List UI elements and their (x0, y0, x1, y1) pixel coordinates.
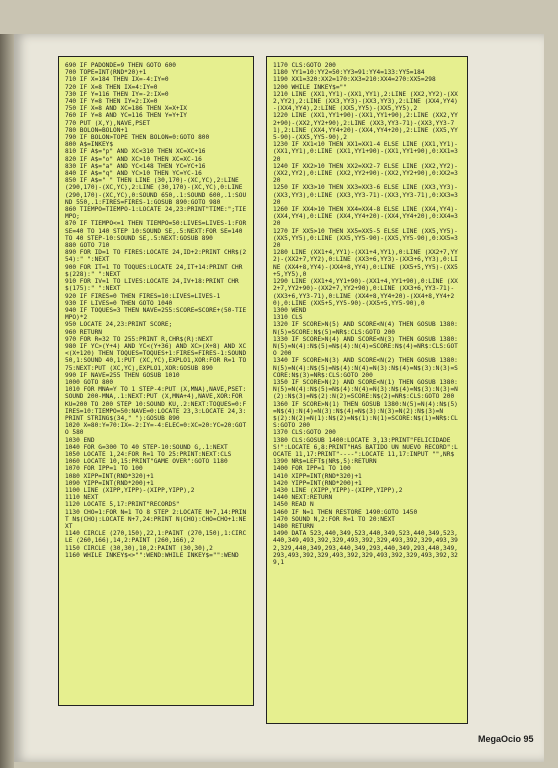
code-line: 1060 LOCATE 10,15:PRINT"GAME OVER":GOTO 1180 (65, 458, 228, 466)
code-line: 970 FOR R=32 TO 255:PRINT R,CHR$(R):NEXT (65, 335, 213, 343)
code-line: 1120 LOCATE 5,17:PRINT"RECORDS" (65, 501, 180, 509)
code-line: 1170 CLS:GOTO 200 (273, 62, 336, 69)
code-line: 690 IF PADONDE=9 THEN GOTO 600 (65, 62, 176, 69)
code-line: 1430 LINE (XIPP,YIPP)-(XIPP,YIPP),2 (273, 486, 403, 494)
code-line: 710 IF X=184 THEN IX=-4:IY=0 (65, 76, 169, 84)
code-line: 1160 WHILE INKEY$<>"":WEND:WHILE INKEY$="":WEND (65, 551, 239, 559)
code-line: 1260 IF XX4>10 THEN XX4=XX4-8 ELSE LINE (XX4,YY4)-(XX4,YY4),0:LINE (XX4,YY4+20)-(XX4,YY4+20),0:XX4=320 (273, 206, 458, 228)
code-line: 1140 CIRCLE (270,150),22,1:PAINT (270,150),1:CIRCLE (260,166),14,2:PAINT (260,166),2 (65, 530, 247, 545)
code-line: 920 IF FIRES=0 THEN FIRES=10:LIVES=LIVES-1 (65, 292, 221, 300)
code-line: 1250 IF XX3>10 THEN XX3=XX3-6 ELSE LINE (XX3,YY3)-(XX3,YY3),0:LINE (XX3,YY3-71)-(XX3,YY3-71),0:XX3=320 (273, 184, 458, 206)
code-line: 1410 XIPP=INT(RND*320)+1 (273, 472, 362, 480)
code-line: 1030 END (65, 436, 95, 444)
code-line: 730 IF Y=116 THEN IY=-2:IX=0 (65, 90, 169, 98)
code-line: 1270 IF XX5>10 THEN XX5=XX5-5 ELSE LINE (XX5,YY5)-(XX5,YY5),0:LINE (XX5,YY5-90)-(XX5,YY5-90),0:XX5=320 (273, 227, 458, 250)
code-line: 790 IF BOLON>TOPE THEN BOLON=0:GOTO 800 (65, 134, 210, 142)
code-line: 950 LOCATE 24,23:PRINT SCORE; (65, 321, 173, 329)
code-line: 1050 LOCATE 1,24:FOR R=1 TO 25:PRINT:NEXT:CLS (65, 450, 232, 458)
listing-column-right (266, 56, 468, 724)
code-line: 1450 READ N (273, 501, 314, 509)
code-line: 1490 DATA 523,440,349,523,440,349,523,440,349,523,440,349,493,392,329,493,392,329,493,392,329,493,392,329,440,349,293,440,349,293,440,349,293,440,349,293,493,392,329,493,392,329,493,392,329,493,392,329,1 (273, 530, 458, 567)
code-line: 940 IF TOQUES=3 THEN NAVE=255:SCORE=SCORE+(50-TIEMPO)*2 (65, 306, 247, 322)
code-line: 1200 WHILE INKEY$="" (273, 83, 347, 91)
code-line: 850 IF A$=" " THEN LINE (30,170)-(XC,YC),2:LINE (290,170)-(XC,YC),2:LINE (30,170)-(XC,YC),0:LINE (290,170)-(XC,YC),0:SOUND 650,.1:SOUND 600,.1:SOUND 550,.1:FIRES=FIRES-1:GOSUB 890:GOTO 980 (65, 177, 247, 206)
code-line: 1470 SOUND N,2:FOR R=1 TO 20:NEXT (273, 515, 396, 523)
code-line: 1320 IF SCORE>N(5) AND SCORE<N(4) THEN GOSUB 1380:N(5)=SCORE:N$(5)=NR$:CLS:GOTO 200 (273, 321, 458, 336)
code-line: 840 IF A$="q" AND YC>10 THEN YC=YC-16 (65, 170, 202, 178)
code-line: 1190 XX1=320:XX2=170:XX3=210:XX4=270:XX5=298 (273, 76, 436, 84)
code-line: 1360 IF SCORE>N(1) THEN GOSUB 1380:N(5)=N(4):N$(5)=N$(4):N(4)=N(3):N$(4)=N$(3):N(3)=N(2):N$(3)=N$(2):N(2)=N(1):N$(2)=N$(1):N(1)=SCORE:N$(1)=NR$:CLS:GOTO 200 (273, 400, 458, 430)
code-line: 1000 GOTO 800 (65, 378, 114, 386)
code-line: 1290 LINE (XX1+4,YY1+90)-(XX1+4,YY1+90),0:LINE (XX2+7,YY2+90)-(XX2+7,YY2+90),0:LINE (XX3+6,YY3-71)-(XX3+6,YY3-71),0:LINE (XX4+8,YY4+20)-(XX4+8,YY4+20),0:LINE (XX5+5,YY5-90)-(XX5+5,YY5-90),0 (273, 278, 458, 307)
code-line: 1180 YY1=10:YY2=50:YY3=91:YY4=133:YY5=184 (273, 69, 425, 77)
code-line: 870 IF TIEMPO<=1 THEN TIEMPO=50:LIVES=LIVES-1:FOR SE=40 TO 140 STEP 10:SOUND SE,.5:NEXT:FOR SE=140 TO 40 STEP-10:SOUND SE,.5:NEXT:GOSUB 890 (65, 220, 250, 242)
code-line: 800 A$=INKEY$ (65, 141, 114, 149)
code-line: 1460 IF N=1 THEN RESTORE 1490:GOTO 1450 (273, 508, 418, 516)
code-line: 1390 NR$=LEFT$(NR$,5):RETURN (273, 458, 377, 466)
code-line: 780 BOLON=BOLON+1 (65, 126, 128, 134)
code-line: 930 IF LIVES=0 THEN GOTO 1040 (65, 299, 173, 307)
code-line: 1340 IF SCORE>N(3) AND SCORE<N(2) THEN GOSUB 1380:N(5)=N(4):N$(5)=N$(4):N(4)=N(3):N$(4)=N$(3):N(3)=SCORE:N$(3)=NR$:CLS:GOTO 200 (273, 357, 458, 379)
code-line: 910 FOR IV=1 TO LIVES:LOCATE 24,IV+18:PRINT CHR$(175):" ":NEXT (65, 278, 239, 293)
code-line: 990 IF NAVE=255 THEN GOSUB 1010 (65, 371, 180, 379)
code-line: 1330 IF SCORE>N(4) AND SCORE<N(3) THEN GOSUB 1380:N(5)=N(4):N$(5)=N$(4):N(4)=SCORE:N$(4)=NR$:CLS:GOTO 200 (273, 335, 458, 358)
code-line: 1380 CLS:GOSUB 1400:LOCATE 3,13:PRINT"FELICIDADES!":LOCATE 6,8:PRINT"HAS BATIDO UN NUEVO RECORD":LOCATE 11,17:PRINT"----":LOCATE 11,17:INPUT "",NR$ (273, 436, 458, 458)
code-line: 1230 IF XX1<10 THEN XX1=XX1-4 ELSE LINE (XX1,YY1)-(XX1,YY1),0:LINE (XX1,YY1+90)-(XX1,YY1+90),0:XX1=320 (273, 141, 458, 163)
code-line: 1100 LINE (XIPP,YIPP)-(XIPP,YIPP),2 (65, 486, 195, 494)
code-line: 1110 NEXT (65, 494, 99, 502)
code-line: 1130 CHO=1:FOR N=1 TO 8 STEP 2:LOCATE N+7,14:PRINT N$(CHO):LOCATE N+7,24:PRINT N(CHO):CHO=CHO+1:NEXT (65, 508, 247, 530)
code-line: 1040 FOR G=300 TO 40 STEP-10:SOUND G,.1:NEXT (65, 443, 228, 451)
code-line: 1420 YIPP=INT(RND*200)+1 (273, 479, 362, 487)
code-line: 860 TIEMPO=TIEMPO-1:LOCATE 24,23:PRINT"TIME:";TIEMPO; (65, 206, 247, 221)
code-line: 830 IF A$="a" AND YC<148 THEN YC=YC+16 (65, 162, 206, 170)
code-line: 980 IF YC>(Y+4) AND YC<(Y+36) AND XC>(X+8) AND XC<(X+120) THEN TOQUES=TOQUES+1:FIRES=FIRES-1:SOUND 50,1:SOUND 40,1:PUT (XC,YC),EXPLO1,XOR:FOR R=1 TO 75:NEXT:PUT (XC,YC),EXPLO1,XOR:GOSUB 890 (65, 342, 250, 372)
code-line: 1080 XIPP=INT(RND*320)+1 (65, 472, 154, 480)
code-line: 760 IF Y=8 AND YC=116 THEN Y=Y+IY (65, 112, 188, 120)
code-line: 960 RETURN (65, 328, 102, 336)
code-line: 770 PUT (X,Y),NAVE,PSET (65, 119, 151, 127)
code-line: 1210 LINE (XX1,YY1)-(XX1,YY1),2:LINE (XX2,YY2)-(XX2,YY2),2:LINE (XX3,YY3)-(XX3,YY3),2:LINE (XX4,YY4)-(XX4,YY4),2:LINE (XX5,YY5)-(XX5,YY5),2 (273, 90, 458, 113)
page-binding-shadow (0, 34, 14, 768)
code-line: 1240 IF XX2>10 THEN XX2=XX2-7 ELSE LINE (XX2,YY2)-(XX2,YY2),0:LINE (XX2,YY2+90)-(XX2,YY2+90),0:XX2=320 (273, 162, 458, 185)
code-line: 1440 NEXT:RETURN (273, 494, 333, 502)
code-line: 1480 RETURN (273, 523, 314, 530)
code-line: 720 IF X=8 THEN IX=4:IY=0 (65, 83, 158, 91)
code-line: 1310 CLS (273, 314, 303, 322)
page-footer: MegaOcio 95 (478, 734, 534, 744)
code-line: 1220 LINE (XX1,YY1+90)-(XX1,YY1+90),2:LINE (XX2,YY2+90)-(XX2,YY2+90),2:LINE (XX3,YY3-71)-(XX3,YY3-71),2:LINE (XX4,YY4+20)-(XX4,YY4+20),2:LINE (XX5,YY5-90)-(XX5,YY5-90),2 (273, 112, 458, 142)
code-line: 810 IF A$="p" AND XC<310 THEN XC=XC+16 (65, 148, 206, 156)
code-line: 1370 CLS:GOTO 200 (273, 429, 336, 437)
code-line: 1280 LINE (XX1+4,YY1)-(XX1+4,YY1),0:LINE (XX2+7,YY2)-(XX2+7,YY2),0:LINE (XX3+6,YY3)-(XX3+6,YY3),0:LINE (XX4+8,YY4)-(XX4+8,YY4),0:LINE (XX5+5,YY5)-(XX5+5,YY5),0 (273, 249, 458, 278)
code-line: 1020 X=80:Y=70:IX=-2:IY=-4:ELEC=0:XC=20:YC=20:GOTO 580 (65, 422, 247, 437)
code-line: 1090 YIPP=INT(RND*200)+1 (65, 479, 154, 487)
code-line: 900 FOR IT=1 TO TOQUES:LOCATE 24,IT+14:PRINT CHR$(228):" ":NEXT (65, 263, 243, 278)
code-line: 880 GOTO 710 (65, 242, 110, 250)
code-line: 750 IF X=8 AND XC=186 THEN X=X+IX (65, 105, 188, 113)
code-line: 1070 FOR IPP=1 TO 100 (65, 465, 143, 473)
code-line: 1300 WEND (273, 306, 307, 314)
code-line: 700 TOPE=INT(RND*20)+1 (65, 69, 147, 77)
code-line: 1150 CIRCLE (30,30),10,2:PAINT (30,30),2 (65, 544, 213, 552)
code-line: 890 FOR ID=1 TO FIRES:LOCATE 24,ID+2:PRINT CHR$(254):" ":NEXT (65, 249, 247, 264)
listing-column-left (58, 56, 254, 706)
code-line: 1350 IF SCORE>N(2) AND SCORE<N(1) THEN GOSUB 1380:N(5)=N(4):N$(5)=N$(4):N(4)=N(3):N$(4)=N$(3):N(3)=N(2):N$(3)=N$(2):N(2)=SCORE:N$(2)=NR$:CLS:GOTO 200 (273, 378, 458, 401)
code-line: 1400 FOR IPP=1 TO 100 (273, 465, 351, 473)
code-line: 820 IF A$="o" AND XC>10 THEN XC=XC-16 (65, 155, 202, 163)
code-line: 1010 FOR MNA=Y TO 1 STEP-4:PUT (X,MNA),NAVE,PSET:SOUND 200-MNA,.1:NEXT:PUT (X,MNA+4),NAVE,XOR:FOR KU=200 TO 200 STEP 10:SOUND KU,.2:NEXT:TOQUES=0:FIRES=10:TIEMPO=50:NAVE=0:LOCATE 23,3:LOCATE 24,3:PRINT STRING$(34," "):GOSUB 890 (65, 386, 247, 422)
code-line: 740 IF Y=8 THEN IY=2:IX=0 (65, 98, 158, 106)
